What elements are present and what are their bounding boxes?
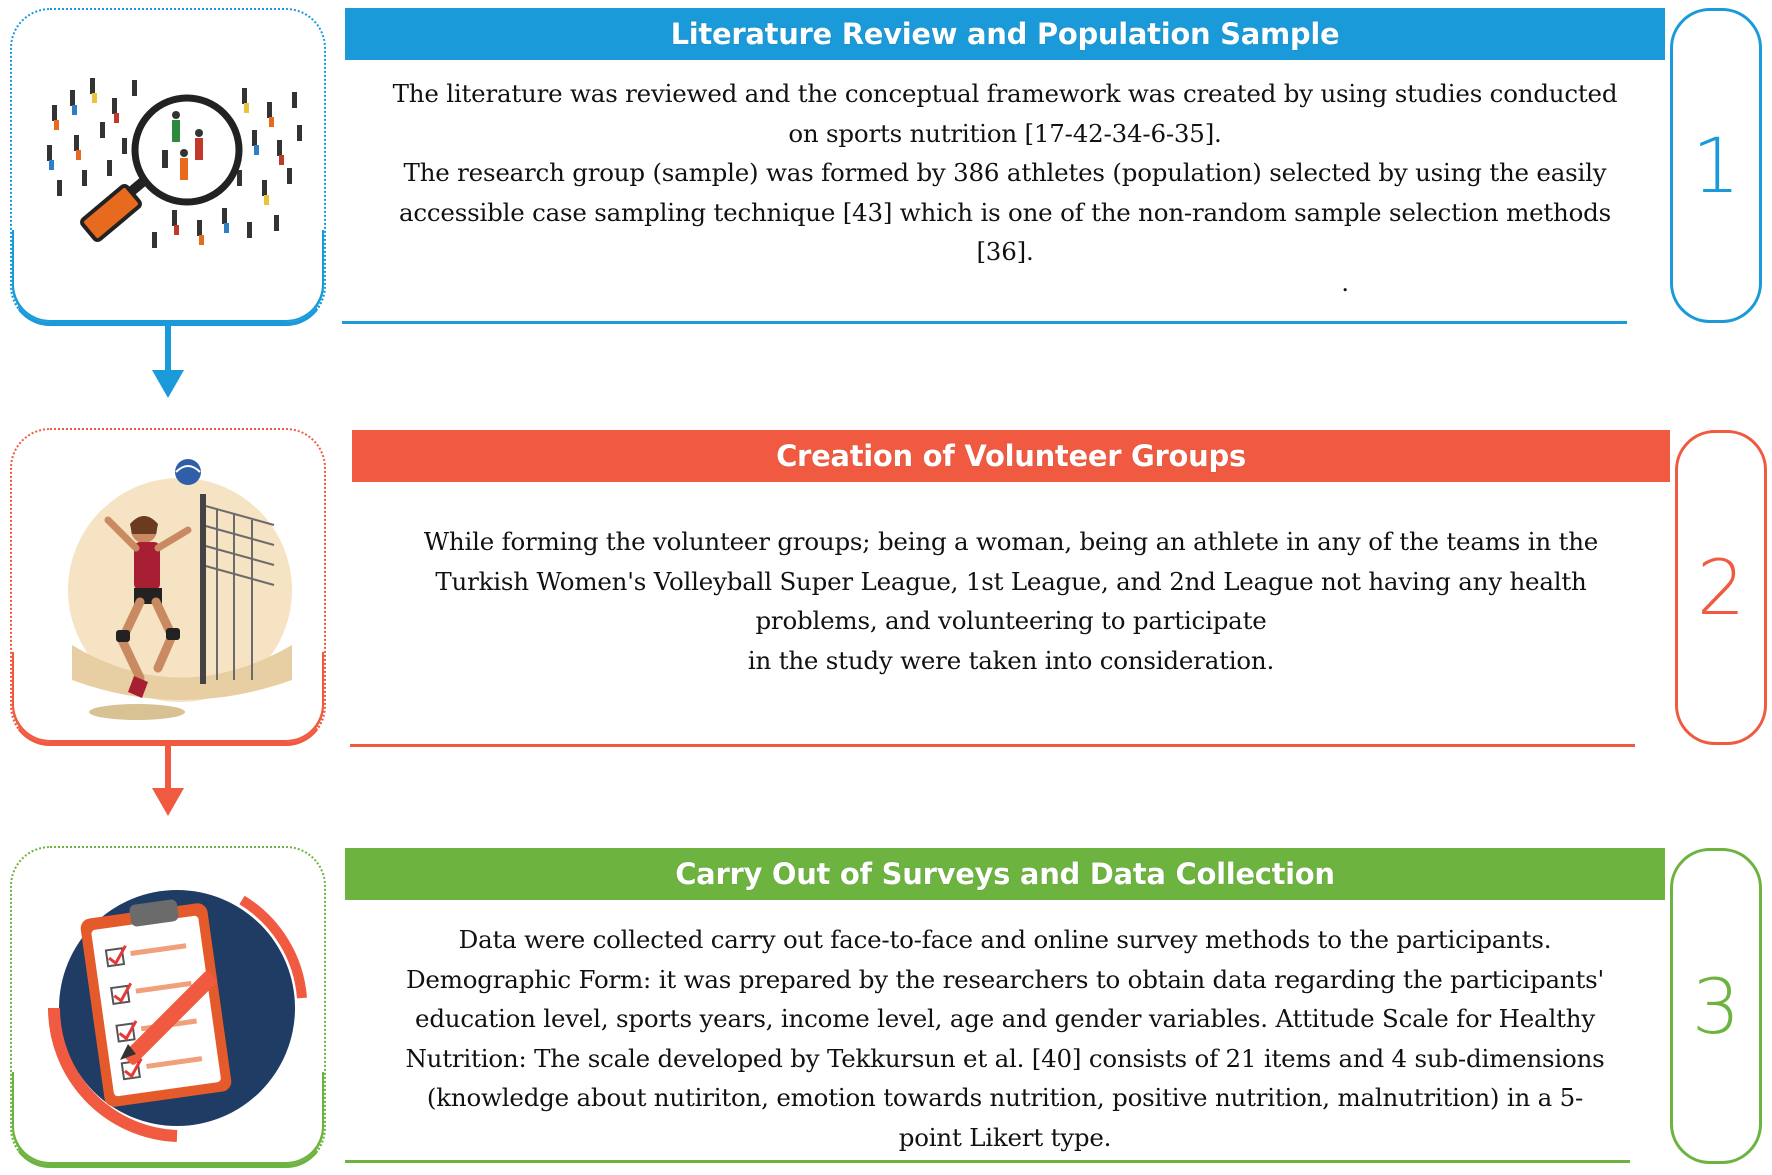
step1-icon-panel [10, 8, 326, 326]
step1-underline [342, 321, 1627, 324]
step3-line: Nutrition: The scale developed by Tekkursun et al. [40] consists of 21 items and 4 sub-dimensions [405, 1043, 1605, 1073]
step2-line: in the study were taken into consideration. [747, 645, 1275, 675]
arrow-down-icon [150, 746, 186, 820]
step3-line: Demographic Form: it was prepared by the researchers to obtain data regarding the participants' [405, 964, 1605, 994]
step3-line: point Likert type. [898, 1122, 1112, 1152]
step1-number: 1 [1691, 121, 1741, 210]
step2-body [352, 522, 1670, 680]
step3-body [345, 920, 1665, 1157]
step2-line: Turkish Women's Volleyball Super League, 1st League, and 2nd League not having any health [435, 566, 1587, 596]
step2-number-box [1675, 430, 1767, 745]
step1-line: accessible case sampling technique [43] which is one of the non-random sample selection methods [398, 197, 1612, 227]
step3-number: 3 [1691, 961, 1741, 1051]
step2-panel-base [10, 652, 326, 744]
step1-line: [36]. [976, 237, 1034, 266]
step2-number: 2 [1696, 543, 1746, 632]
step2-line: While forming the volunteer groups; being a woman, being an athlete in any of the teams in the [423, 527, 1599, 556]
step1-title: Literature Review and Population Sample [670, 17, 1340, 51]
step1-line: . [1341, 267, 1349, 297]
step2-underline [350, 744, 1635, 747]
step3-line: (knowledge about nutiriton, emotion towards nutrition, positive nutrition, malnutrition) in a 5- [426, 1083, 1584, 1112]
step2-line: problems, and volunteering to participate [755, 606, 1267, 635]
step2-icon-panel [10, 428, 326, 746]
step2-title-bar [352, 430, 1670, 482]
step1-body [345, 74, 1665, 297]
step3-icon-panel [10, 846, 326, 1168]
step1-line: on sports nutrition [17-42-34-6-35]. [788, 118, 1222, 148]
step3-line: Data were collected carry out face-to-face and online survey methods to the participants. [458, 925, 1552, 954]
step1-title-bar [345, 8, 1665, 60]
step1-line: The literature was reviewed and the conceptual framework was created by using studies conducted [392, 79, 1618, 108]
step3-title: Carry Out of Surveys and Data Collection [675, 857, 1335, 891]
arrow-down-icon [150, 326, 186, 400]
step3-panel-base [10, 1072, 326, 1166]
step3-title-bar [345, 848, 1665, 900]
step2-title: Creation of Volunteer Groups [776, 439, 1246, 473]
step3-number-box [1670, 848, 1762, 1164]
step3-line: education level, sports years, income level, age and gender variables. Attitude Scale for Healthy [415, 1004, 1595, 1033]
step1-number-box [1670, 8, 1762, 323]
step3-underline [345, 1160, 1630, 1163]
step1-line: The research group (sample) was formed by 386 athletes (population) selected by using the easily [403, 158, 1607, 187]
step1-panel-base [10, 230, 326, 324]
